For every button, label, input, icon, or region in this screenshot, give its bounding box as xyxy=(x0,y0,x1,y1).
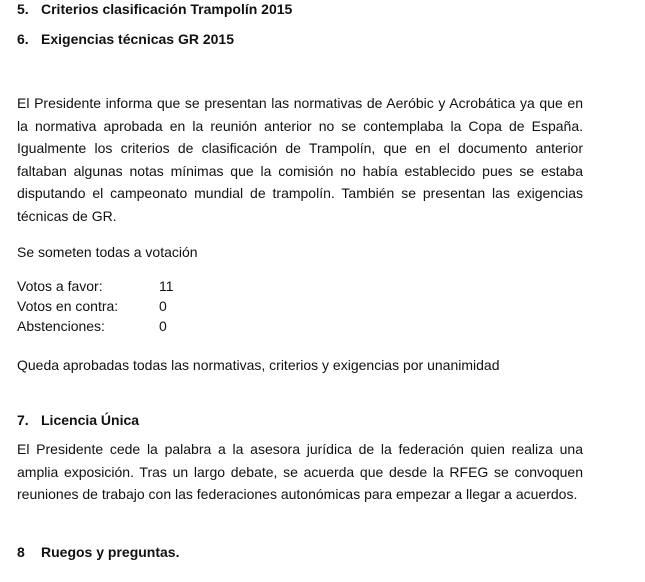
section-6-heading xyxy=(17,31,234,47)
section-5-number: 5. xyxy=(17,1,29,17)
vote-row-abstenciones xyxy=(17,316,167,336)
vote-label: Votos en contra: xyxy=(17,298,119,314)
vote-row-contra xyxy=(17,296,167,316)
section-5-heading xyxy=(17,1,292,17)
section-8-title: Ruegos y preguntas. xyxy=(41,544,180,560)
section-7-number: 7. xyxy=(17,412,29,428)
vote-value: 11 xyxy=(159,278,174,294)
vote-intro: Se someten todas a votación xyxy=(17,244,198,260)
paragraph-licencia: El Presidente cede la palabra a la asesora jurídica de la federación quien realiza una amplia exposición. Tras un largo debate, se acuerda que desde la RFEG se convoquen reuniones de trabajo con las federaciones autonómicas para empezar a llegar a acuerdos. xyxy=(17,441,583,502)
section-8-heading xyxy=(17,544,179,560)
vote-label: Abstenciones: xyxy=(17,318,105,334)
section-6-title: Exigencias técnicas GR 2015 xyxy=(41,31,234,47)
section-7-title: Licencia Única xyxy=(41,412,140,428)
section-7-heading xyxy=(17,412,139,428)
vote-value: 0 xyxy=(159,318,167,334)
vote-label: Votos a favor: xyxy=(17,278,103,294)
vote-row-favor xyxy=(17,276,174,296)
section-6-number: 6. xyxy=(17,31,29,47)
approval-statement: Queda aprobadas todas las normativas, criterios y exigencias por unanimidad xyxy=(17,357,500,373)
paragraph-normativas: El Presidente informa que se presentan las normativas de Aeróbic y Acrobática ya que en la normativa aprobada en la reunión anterior no se contemplaba la Copa de España. Igualmente los criterios de clasificación de Trampolín, que en el documento anterior faltaban algunas notas mínimas que la comisión no había establecido pues se estaba disputando el campeonato mundial de trampolín. También se presentan las exigencias técnicas de GR. xyxy=(17,95,583,224)
vote-value: 0 xyxy=(159,298,167,314)
section-5-title: Criterios clasificación Trampolín 2015 xyxy=(41,1,293,17)
section-8-number: 8 xyxy=(17,544,25,560)
